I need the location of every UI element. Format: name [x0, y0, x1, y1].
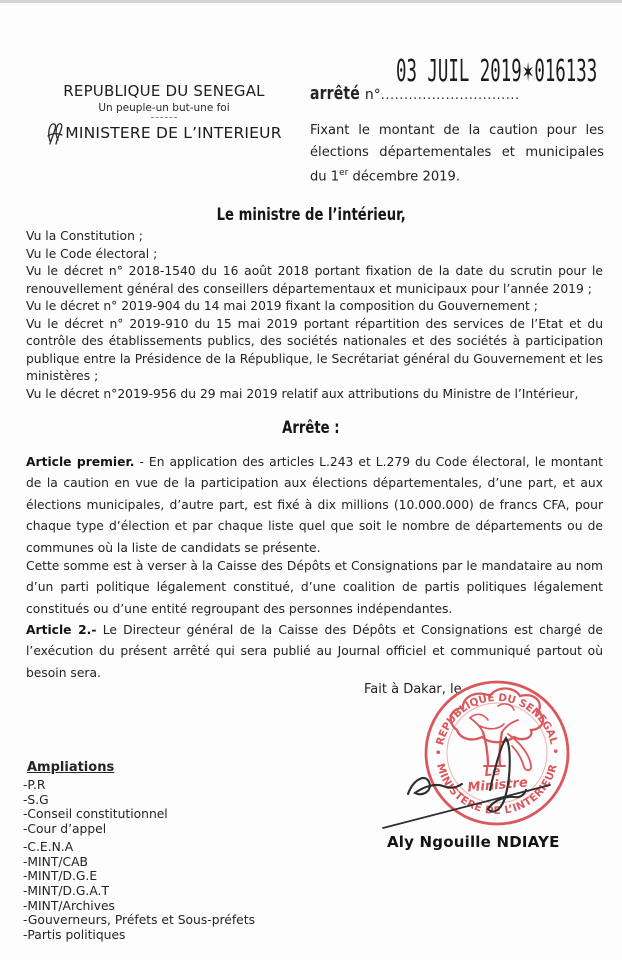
- subject-superscript: er: [339, 168, 349, 178]
- ampliations-item: -MINT/CAB: [23, 854, 88, 869]
- motto-divider: [151, 117, 177, 118]
- visa-paragraph: Vu le Code électoral ;: [26, 246, 158, 261]
- article-2-text: Le Directeur général de la Caisse des Dépôts et Consignations est chargé de l’exécution du présent arrêté qui sera publié au Journal officiel et communiqué partout où besoin sera.: [26, 623, 603, 680]
- ampliations-item: -Cour d’appel: [23, 822, 107, 837]
- decree-header: [310, 84, 604, 188]
- minister-heading-text: Le ministre de l’intérieur,: [216, 205, 406, 224]
- scan-edge-artifact: [0, 0, 622, 3]
- ampliations-item: -MINT/Archives: [23, 898, 115, 913]
- ampliations-item: -Partis politiques: [23, 928, 126, 943]
- ampliations-item: -Conseil constitutionnel: [23, 807, 168, 822]
- decree-subject: [310, 120, 604, 188]
- payment-paragraph: [26, 556, 603, 620]
- seal-center-line2: Ministre: [466, 775, 529, 796]
- place-and-date-line: Fait à Dakar, le: [364, 682, 462, 697]
- article-1-label: Article premier.: [26, 455, 135, 469]
- article-2-label: Article 2.-: [26, 623, 97, 637]
- ampliations-block: [23, 760, 283, 943]
- ampliations-item: -C.E.N.A: [23, 839, 74, 854]
- numero-label: n°: [364, 87, 381, 103]
- payment-text: Cette somme est à verser à la Caisse des Dépôts et Consignations par le mandataire au nom d’un parti politique légalement constitué, d’une coalition de partis politiques légalement constitués ou d’une entité regroupant des personnes indépendantes.: [26, 559, 603, 616]
- arrete-label: arrêté: [310, 84, 360, 104]
- national-motto: Un peuple-un but-une foi: [98, 102, 230, 114]
- arrete-heading-text: Arrête :: [282, 418, 340, 437]
- decree-number-line: [310, 84, 604, 104]
- visa-block: [26, 228, 603, 403]
- seal-top-text: • REPUBLIQUE DU SENEGAL •: [432, 691, 562, 757]
- article-1-text: - En application des articles L.243 et L.279 du Code électoral, le montant de la caution en vue de la participation aux élections départementales, d’une part, et aux élections municipales, d’autre part, est fixé à dix millions (10.000.000) de francs CFA, pour chaque type d’élection et par chaque liste quel que soit le nombre de départements ou de communes où la liste de candidats se présente.: [26, 455, 603, 555]
- ministry-title: MINISTERE DE L’INTERIEUR: [65, 124, 282, 142]
- ministry-title-row: [34, 120, 294, 146]
- ampliations-item: -Gouverneurs, Préfets et Sous-préfets: [23, 913, 255, 928]
- ampliations-title: Ampliations: [27, 760, 115, 775]
- stamp-number-text: 016133: [534, 54, 598, 89]
- article-1-paragraph: [26, 452, 603, 559]
- stamp-date-text: 03 JUIL 2019: [396, 54, 522, 89]
- ampliations-item: -P.R: [23, 778, 46, 792]
- star-separator-icon: ✶: [521, 58, 535, 88]
- signer-name: Aly Ngouille NDIAYE: [387, 833, 560, 851]
- visa-paragraph: Vu le décret n°2019-956 du 29 mai 2019 relatif aux attributions du Ministre de l’Intérieur,: [26, 386, 579, 401]
- visa-paragraph: Vu le décret n° 2018-1540 du 16 août 2018 portant fixation de la date du scrutin pour le renouvellement général des conseillers départementaux et municipaux pour l’année 2019 ;: [26, 264, 603, 296]
- seal-bottom-text: MINISTERE DE L’INTERIEUR: [433, 762, 560, 818]
- visa-paragraph: Vu le décret n° 2019-910 du 15 mai 2019 portant répartition des services de l’Etat et du contrôle des établissements publics, des sociétés nationales et des sociétés à participation publique entre la Présidence de la République, le Secrétariat général du Gouvernement et les ministères ;: [26, 316, 603, 383]
- letterhead: [34, 82, 294, 146]
- ampliations-item: -S.G: [23, 792, 49, 807]
- paraphe-icon: [46, 120, 63, 146]
- numero-dotted-line: ..............................: [380, 88, 520, 103]
- subject-text: Fixant le montant de la caution pour les élections départementales et municipales du 1: [310, 123, 604, 185]
- visa-paragraph: Vu le décret n° 2019-904 du 14 mai 2019 fixant la composition du Gouvernement ;: [26, 299, 538, 313]
- subject-text-end: décembre 2019.: [348, 169, 461, 185]
- republic-title: REPUBLIQUE DU SENEGAL: [63, 82, 265, 100]
- visa-paragraph: Vu la Constitution ;: [26, 229, 143, 243]
- ampliations-item: -MINT/D.G.A.T: [23, 883, 109, 898]
- seal-center-line1: Le: [483, 763, 501, 780]
- ministry-seal-stamp: [426, 682, 568, 824]
- arrete-heading: [0, 418, 622, 437]
- minister-heading: [0, 205, 622, 224]
- ampliations-item: -MINT/D.G.E: [23, 869, 98, 884]
